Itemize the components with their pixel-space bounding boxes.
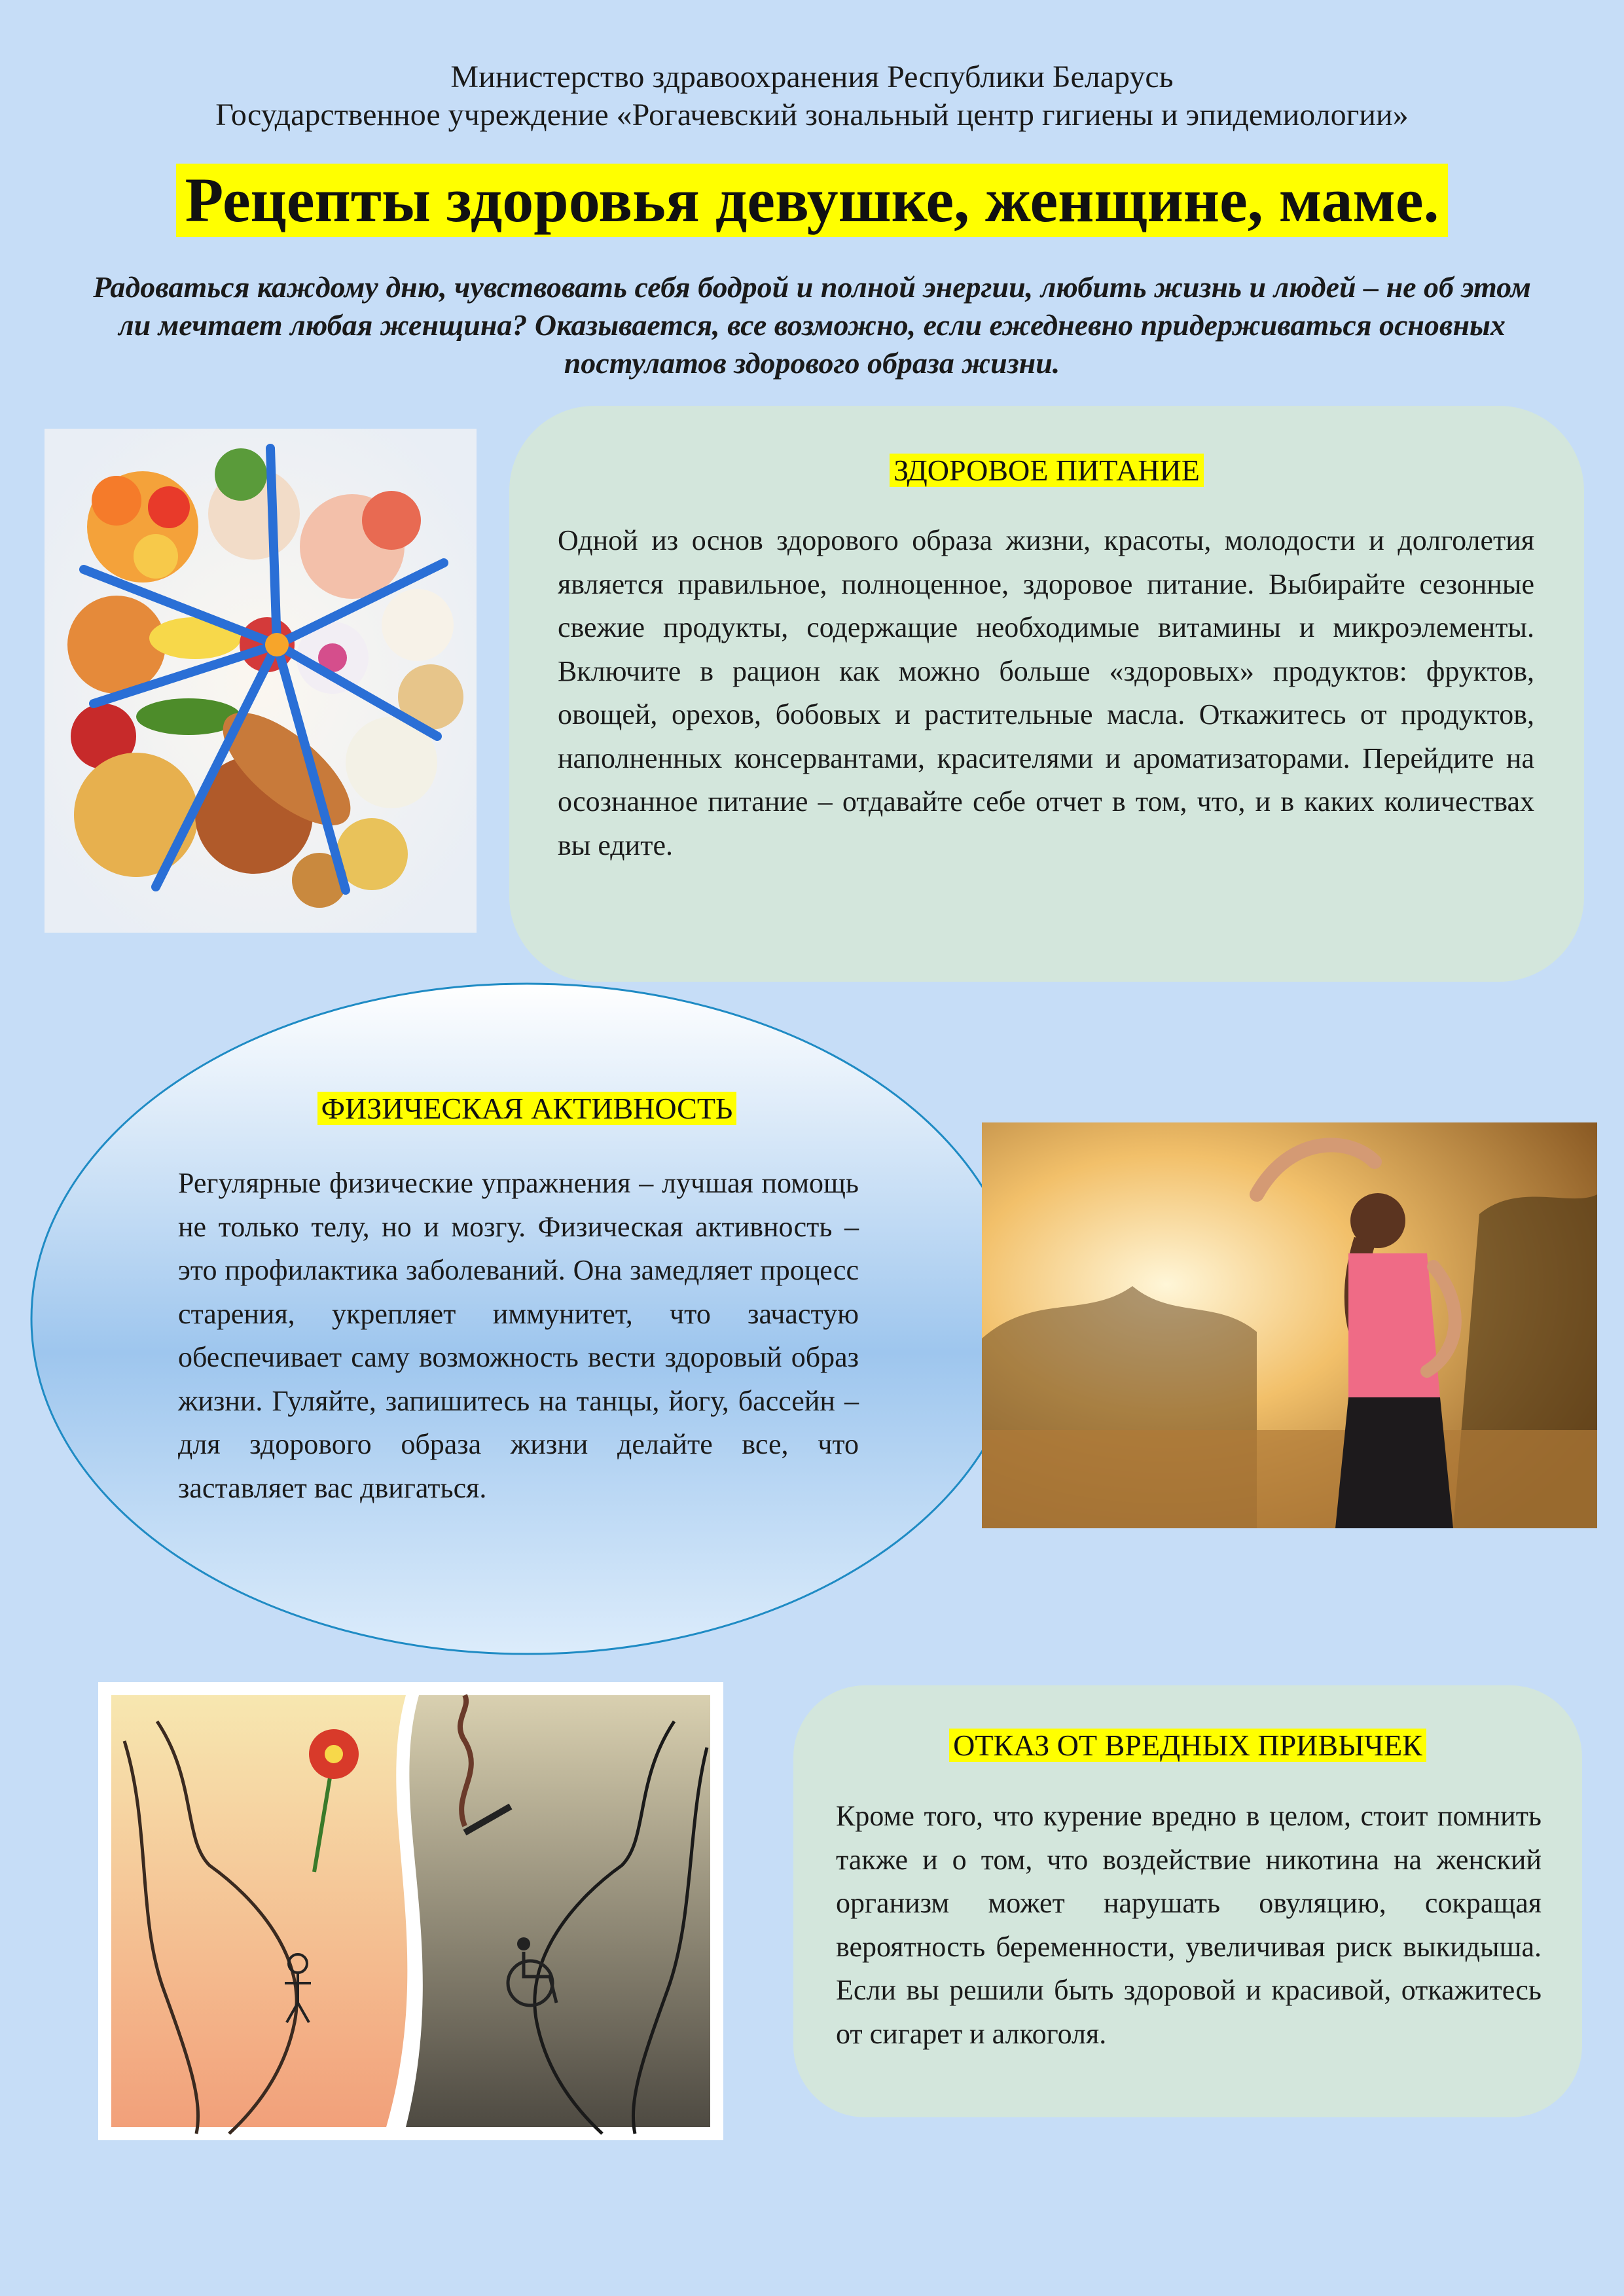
activity-heading (29, 1090, 1024, 1128)
title-block (0, 164, 1624, 237)
pregnancy-illustration (98, 1682, 723, 2140)
food-plate-image (45, 429, 477, 933)
nutrition-text: Одной из основ здорового образа жизни, красоты, молодости и долголетия является правильное, полноценное, здоровое питание. Выбирайте сезонные свежие продукты, содержащие необходимые витамины и микроэлементы. Включите в рацион как можно больше «здоровых» продуктов: фруктов, овощей, орехов, бобовых и растительные масла. Откажитесь от продуктов, наполненных консервантами, красителями и ароматизаторами. Перейдите на осознанное питание – отдавайте себе отчет в том, что, и в каких количествах вы едите. (558, 524, 1534, 861)
nutrition-heading-label: ЗДОРОВОЕ ПИТАНИЕ (890, 454, 1204, 487)
ministry-line: Министерство здравоохранения Республики Беларусь (450, 60, 1174, 94)
intro-paragraph: Радоваться каждому дню, чувствовать себя бодрой и полной энергии, любить жизнь и людей – не об этом ли мечтает любая женщина? Оказывается, все возможно, если ежедневно придерживаться основных постулатов здорового образа жизни. (93, 270, 1531, 380)
nutrition-heading (509, 452, 1584, 490)
woman-stretching-image (982, 1122, 1597, 1528)
habits-text: Кроме того, что курение вредно в целом, стоит помнить также и о том, что воздействие никотина на женский организм может нарушать овуляцию, сокращая вероятность беременности, увеличивая риск выкидыша. Если вы решили быть здоровой и красивой, откажитесь от сигарет и алкоголя. (836, 1800, 1542, 2050)
activity-heading-label: ФИЗИЧЕСКАЯ АКТИВНОСТЬ (317, 1092, 737, 1125)
habits-heading (793, 1727, 1582, 1765)
habits-heading-label: ОТКАЗ ОТ ВРЕДНЫХ ПРИВЫЧЕК (949, 1729, 1426, 1762)
institution-line: Государственное учреждение «Рогачевский зональный центр гигиены и эпидемиологии» (215, 98, 1409, 132)
activity-text: Регулярные физические упражнения – лучшая помощь не только телу, но и мозгу. Физическая активность – это профилактика заболеваний. Она замедляет процесс старения, укрепляет иммунитет, что зачастую обеспечивает саму возможность вести здоровый образ жизни. Гуляйте, запишитесь на танцы, йогу, бассейн – для здорового образа жизни делайте все, что заставляет вас двигаться. (178, 1167, 859, 1504)
page-title: Рецепты здоровья девушке, женщине, маме. (176, 164, 1449, 237)
